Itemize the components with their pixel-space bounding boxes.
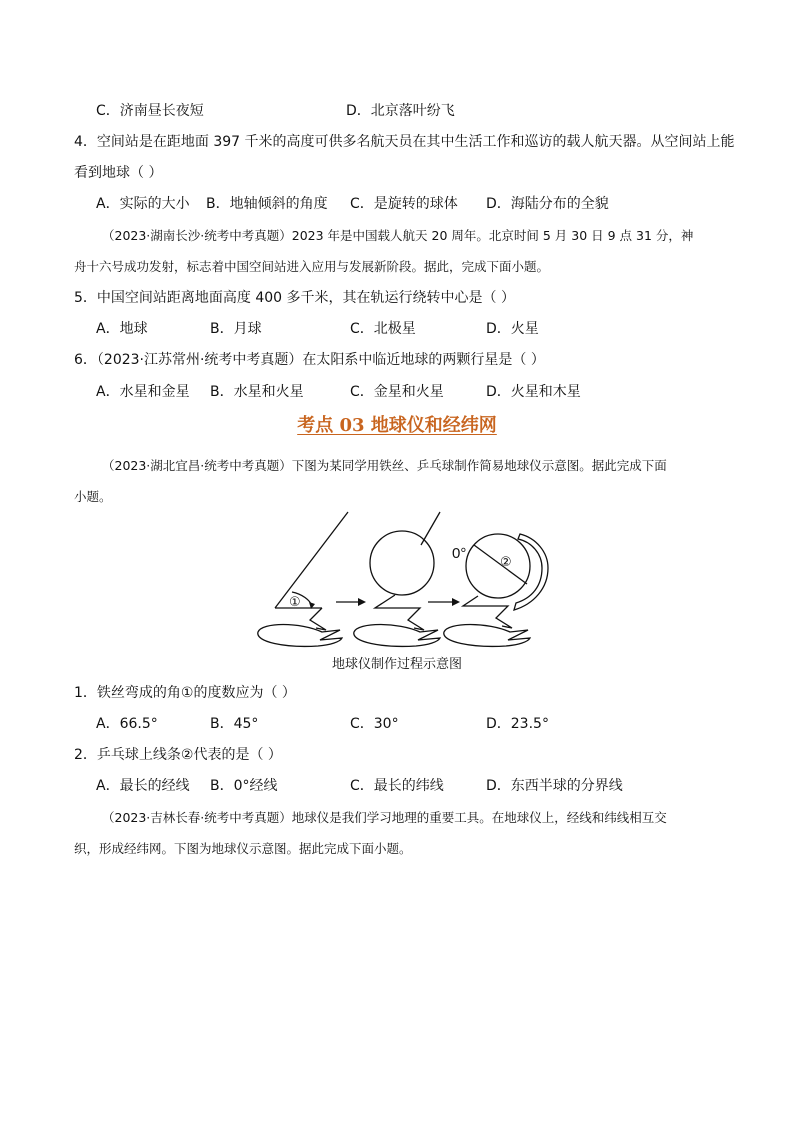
stage1-wire: [275, 512, 348, 630]
arrow-1: [336, 598, 366, 606]
passage3-line2: 织，形成经纬网。下图为地球仪示意图。据此完成下面小题。: [74, 841, 412, 856]
q3-option-d: D．北京落叶纷飞: [346, 103, 455, 119]
q2-option-c: C．最长的纬线: [350, 778, 444, 794]
label-angle: ①: [289, 595, 301, 610]
stage2-base: [354, 625, 440, 647]
q4-text-line1: 4．空间站是在距地面 397 千米的高度可供多名航天员在其中生活工作和巡访的载人航天器。从空间站上能: [74, 134, 735, 150]
q6-option-b: B．水星和火星: [210, 384, 304, 400]
q6-text: 6．（2023·江苏常州·统考中考真题）在太阳系中临近地球的两颗行星是（ ）: [74, 352, 545, 368]
stage3-stem: [463, 596, 512, 628]
q4-text-line2: 看到地球（ ）: [74, 165, 163, 181]
label-line: ②: [500, 555, 512, 570]
q1-text: 1．铁丝弯成的角①的度数应为（ ）: [74, 685, 296, 701]
stage1-base: [258, 625, 342, 647]
section-heading-text: 考点 03 地球仪和经纬网: [297, 415, 497, 436]
q2-option-b: B．0°经线: [210, 778, 278, 794]
q4-option-b: B．地轴倾斜的角度: [206, 196, 328, 212]
q5-option-a: A．地球: [96, 321, 148, 337]
label-zero: 0°: [452, 545, 467, 562]
q2-text: 2．乒乓球上线条②代表的是（ ）: [74, 747, 282, 763]
stage2-ball: [370, 531, 434, 595]
q4-option-a: A．实际的大小: [96, 196, 190, 212]
q1-option-a: A．66.5°: [96, 716, 158, 732]
passage1-line1: （2023·湖南长沙·统考中考真题）2023 年是中国载人航天 20 周年。北京时间 5 月 30 日 9 点 31 分，神: [102, 228, 694, 243]
stage3-ball: [466, 534, 530, 598]
q6-option-c: C．金星和火星: [350, 384, 444, 400]
q5-option-c: C．北极星: [350, 321, 416, 337]
q1-option-b: B．45°: [210, 716, 259, 732]
q2-option-a: A．最长的经线: [96, 778, 190, 794]
q1-option-c: C．30°: [350, 716, 399, 732]
q6-option-a: A．水星和金星: [96, 384, 190, 400]
passage2-line2: 小题。: [74, 489, 112, 504]
q2-option-d: D．东西半球的分界线: [486, 778, 623, 794]
q1-option-d: D．23.5°: [486, 716, 549, 732]
passage2-line1: （2023·湖北宜昌·统考中考真题）下图为某同学用铁丝、乒乓球制作简易地球仪示意图。据此完成下面: [102, 458, 667, 473]
q3-option-c: C．济南昼长夜短: [96, 103, 204, 119]
stage3-base: [444, 625, 530, 647]
figure-caption: 地球仪制作过程示意图: [331, 657, 462, 672]
q4-option-d: D．海陆分布的全貌: [486, 196, 609, 212]
stage3-ring: [514, 534, 548, 610]
passage3-line1: （2023·吉林长春·统考中考真题）地球仪是我们学习地理的重要工具。在地球仪上，经线和纬线相互交: [102, 810, 667, 825]
q5-option-b: B．月球: [210, 321, 262, 337]
q6-option-d: D．火星和木星: [486, 384, 581, 400]
passage1-line2: 舟十六号成功发射，标志着中国空间站进入应用与发展新阶段。据此，完成下面小题。: [74, 259, 550, 274]
arrow-2: [428, 598, 460, 606]
q5-text: 5．中国空间站距离地面高度 400 多千米，其在轨运行绕转中心是（ ）: [74, 290, 515, 306]
q5-option-d: D．火星: [486, 321, 539, 337]
q4-option-c: C．是旋转的球体: [350, 196, 458, 212]
